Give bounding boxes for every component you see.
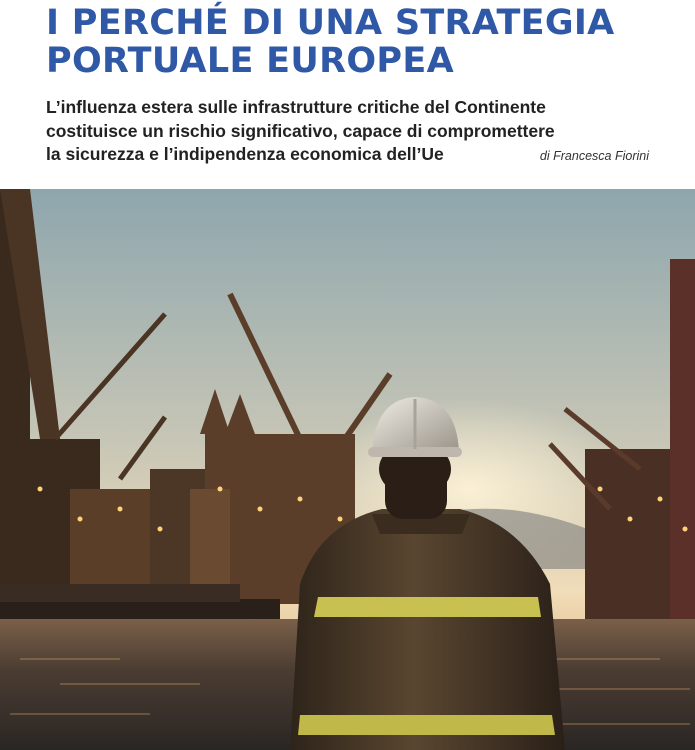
article-deck-line-2: costituisce un rischio significativo, capace di compromettere — [46, 120, 555, 141]
article-deck-line-1: L’influenza estera sulle infrastrutture critiche del Continente — [46, 97, 546, 117]
article-deck-line-3: la sicurezza e l’indipendenza economica dell’Ue — [46, 144, 444, 164]
article-byline: di Francesca Fiorini — [539, 149, 649, 163]
article-title — [46, 4, 686, 80]
hero-photo — [0, 189, 695, 750]
article-title-line-2: PORTUALE EUROPEA — [46, 41, 454, 81]
article-title-line-1: I PERCHÉ DI UNA STRATEGIA — [46, 3, 615, 43]
article-deck — [46, 96, 586, 167]
